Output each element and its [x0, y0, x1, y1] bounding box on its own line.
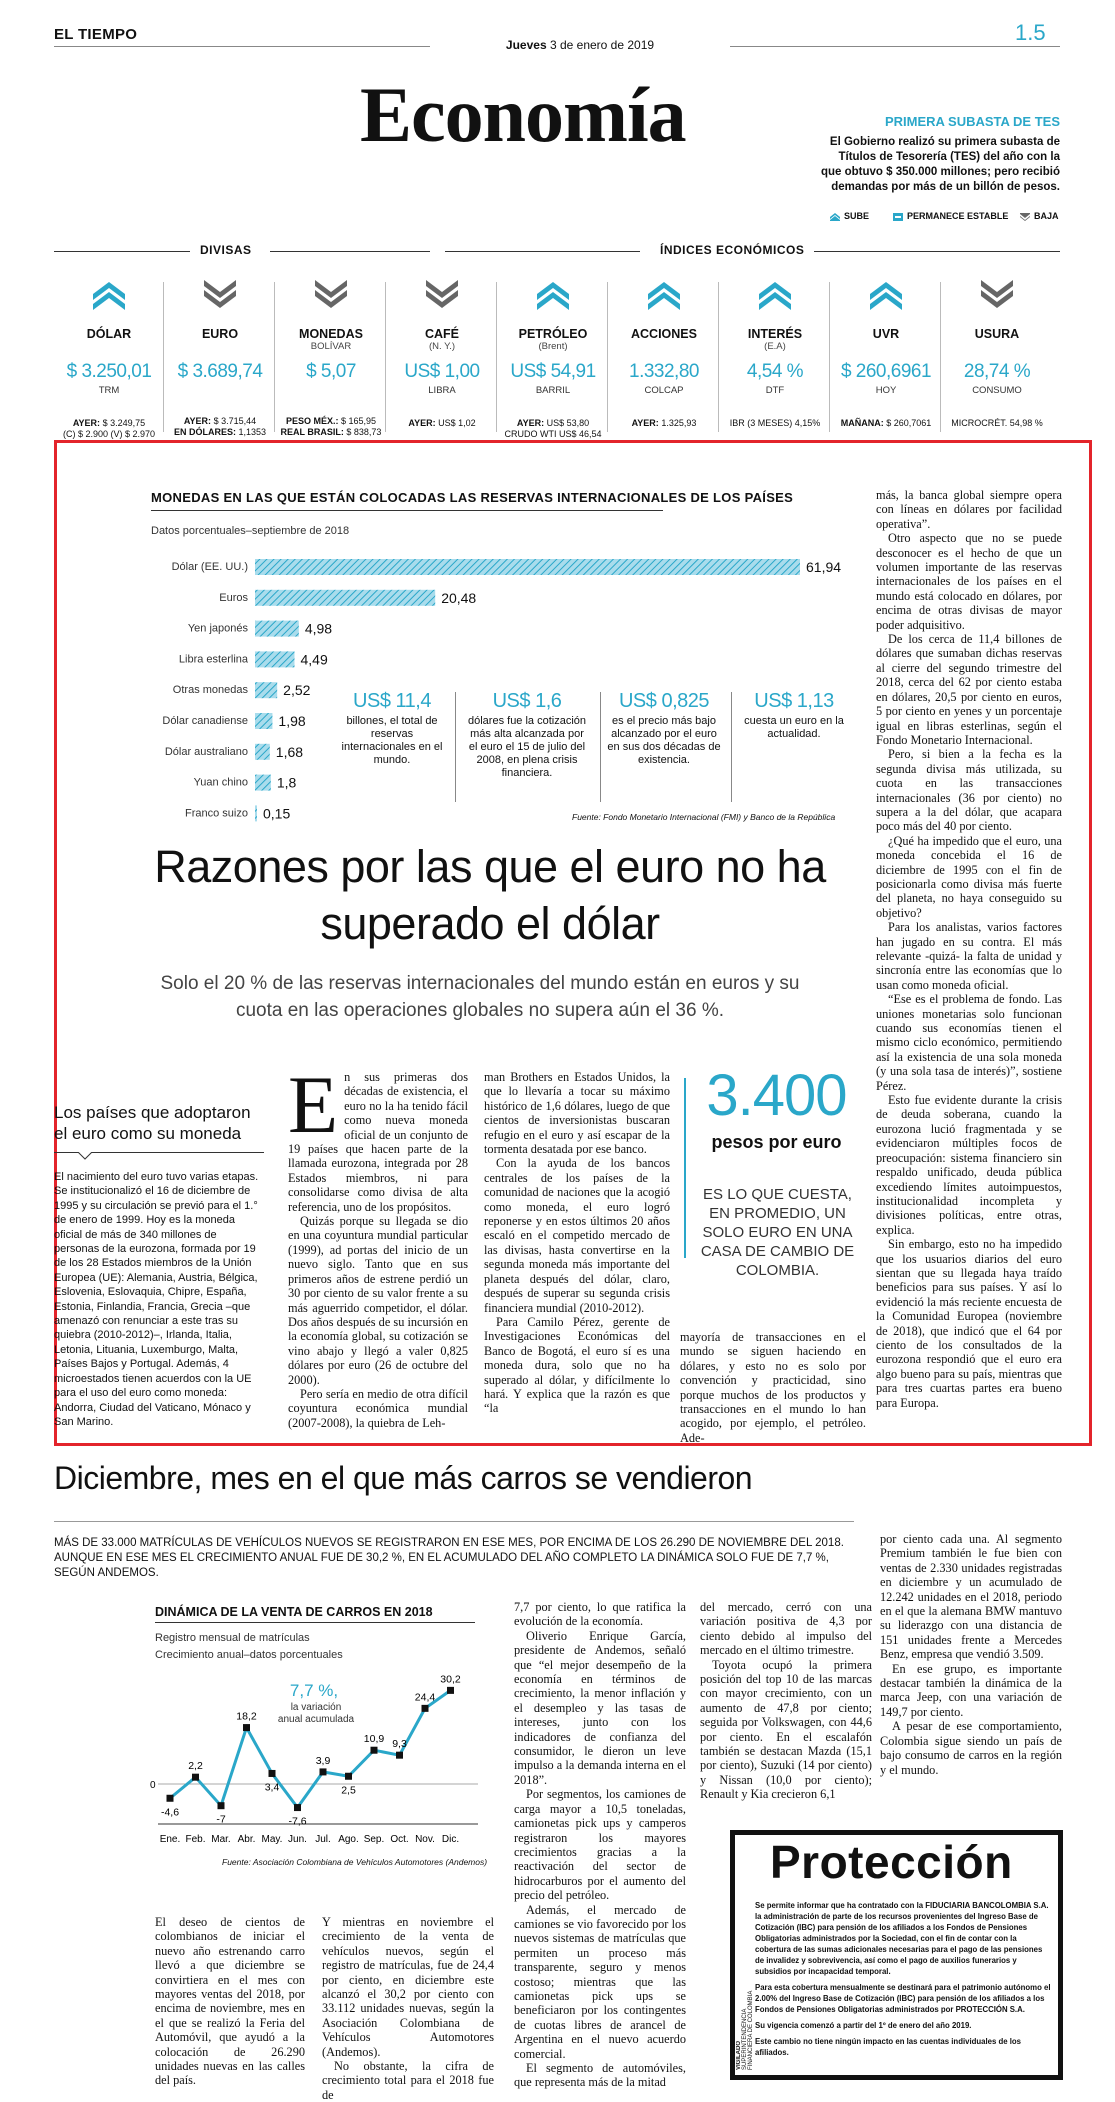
stat-description: billones, el total de reservas internacionales en el mundo.: [341, 715, 443, 766]
paragraph: por ciento cada una. Al segmento Premium también le fue bien con ventas de 2.330 unidades registradas en diciembre y un acumulado de 12.242 unidades en el 2018, periodo en el que la alemana BMW mantuvo su liderazgo con una distancia de 151 unidades frente a Mercedes Benz, empresa que vendió 3.509.: [880, 1532, 1062, 1662]
indicator-sub: BOLÍVAR: [310, 341, 352, 352]
stat-description: es el precio más bajo alcanzado por el euro en sus dos décadas de existencia.: [607, 715, 721, 766]
bar: [255, 713, 272, 729]
indicator-name: USURA: [974, 327, 1020, 341]
indicator-value: 1.332,80: [629, 361, 699, 382]
stat-description: cuesta un euro en la actualidad.: [744, 715, 844, 740]
paragraph: “Ese es el problema de fondo. Las uniones monetarias solo funcionan cuando sus economías tienen el mismo ciclo económico, permitiendo así la existencia de una sola moneda (y una sola tasa de interés)”, sostiene Pérez.: [876, 992, 1062, 1093]
paragraph: n sus primeras dos décadas de existencia, el euro no la ha tenido fácil como nueva moneda oficial de un conjunto de 19 países que hacen parte de la llamada eurozona, integrada por 28 Estados miembros, ni para consolidarse como divisa de alta referencia, uno de los propósitos.: [288, 1070, 468, 1214]
stat-value: US$ 1,6: [492, 690, 562, 712]
bar-category-label: Euros: [219, 591, 248, 604]
reserves-chart-rule: [151, 510, 663, 511]
data-label: 24,4: [414, 1691, 436, 1704]
section-title: Economía: [360, 71, 686, 158]
data-point: [345, 1773, 352, 1780]
legend-stable: PERMANECE ESTABLE: [893, 211, 1008, 221]
pullquote-value: 3.400: [706, 1063, 847, 1128]
cars-lead: MÁS DE 33.000 MATRÍCULAS DE VEHÍCULOS NUEVOS SE REGISTRARON EN ESE MES, POR ENCIMA DE LOS 26.290 DE NOVIEMBRE DEL 2018. AUNQUE EN ESE MES EL CRECIMIENTO ANUAL FUE DE 30,2 %, EN EL ACUMULADO DEL AÑO COMPLETO LA DINÁMICA SOLO FUE DE 7,7 %, SEGÚN ANDEMOS.: [54, 1537, 844, 1579]
stat-divider: [731, 692, 732, 802]
indicator-1: [165, 270, 275, 438]
indicator-previous: AYER: $ 3.715,44 EN DÓLARES: 1,1353: [173, 416, 267, 437]
paragraph: Para los analistas, varios factores han jugado en su contra. El más relevante -quizá- la falta de unidad y sincronía entre las economías que lo usan como moneda oficial.: [876, 920, 1062, 992]
indicator-previous: AYER: US$ 53,80 CRUDO WTI US$ 46,54: [504, 418, 602, 439]
indicator-previous: PESO MÉX.: $ 165,95 REAL BRASIL: $ 838,73: [280, 416, 382, 437]
indices-label: ÍNDICES ECONÓMICOS: [650, 243, 814, 257]
data-point: [218, 1802, 225, 1809]
data-point: [396, 1752, 403, 1759]
indicator-unit: HOY: [875, 385, 897, 396]
up-chevron-icon: [830, 213, 840, 221]
indices-rule-right: [810, 251, 1060, 252]
indicator-divider: [718, 282, 719, 432]
indicator-unit: COLCAP: [644, 385, 684, 396]
cars-rule: [54, 1521, 854, 1522]
indicator-previous: MAÑANA: $ 260,7061: [840, 418, 932, 428]
bar-category-label: Dólar canadiense: [162, 715, 248, 727]
indicator-value: $ 5,07: [306, 361, 356, 382]
ad-text: Se permite informar que ha contratado con la FIDUCIARIA BANCOLOMBIA S.A. la administración de parte de los recursos provenientes del Ingreso Base de Cotización (IBC) para pensión de los afiliados a los Fondos de Pensiones Obligatorias administrados por la Sociedad, con el fin de contar con la cobertura de las sumas adicionales necesarias para el pago de las pensiones de invalidez y sobrevivencia, así como el pago de auxilios funerarios y subsidios por incapacidad temporal. Para esta cobertura mensualmente se destinará para el patrimonio autónomo el 2.00% del Ingreso Base de Cotización (IBC) para pensión de los afiliados a los Fondos de Pensiones Obligatorias administrados por PROTECCIÓN S.A. Su vigencia comenzó a partir del 1º de enero del año 2019. Este cambio no tiene ningún impacto en las cuentas individuales de los afiliados.: [755, 1901, 1051, 2057]
article-deck: Solo el 20 % de las reservas internacionales del mundo están en euros y su cuota en las operaciones globales no supera aún el 36 %.: [160, 973, 800, 1021]
data-point: [422, 1705, 429, 1712]
indicator-previous: AYER: $ 3.249,75 (C) $ 2.900 (V) $ 2.970: [62, 418, 156, 439]
paragraph: Pero, si bien a la fecha es la segunda divisa más utilizada, su cuota en las transacciones internacionales (36 por ciento) no supera a la del dólar, que acapara poco más del 40 por ciento.: [876, 747, 1062, 834]
page-number: 1.5: [1015, 20, 1046, 45]
annotation-value: 7,7 %,: [289, 1681, 339, 1700]
data-label: 3,9: [315, 1754, 331, 1767]
bar-category-label: Dólar australiano: [164, 745, 248, 758]
indicator-unit: BARRIL: [535, 385, 571, 396]
data-label: 3,4: [264, 1781, 280, 1794]
data-point: [447, 1687, 454, 1694]
up-chevron-icon: [533, 280, 573, 310]
cars-column-1: [155, 1915, 305, 2088]
stat-value: US$ 1,13: [754, 690, 834, 712]
reserves-stat: [333, 690, 451, 767]
indicator-value: $ 3.689,74: [177, 361, 263, 382]
promo-headline: PRIMERA SUBASTA DE TES: [884, 114, 1060, 129]
reserves-stat: [468, 690, 586, 780]
stat-divider: [455, 692, 456, 802]
cars-headline: Diciembre, mes en el que más carros se vendieron: [54, 1460, 753, 1496]
indicator-value: 4,54 %: [746, 361, 804, 382]
down-chevron-icon: [1020, 213, 1030, 221]
cars-column-2: [322, 1915, 494, 2102]
paragraph: Además, el mercado de camiones se vio favorecido por los nuevos sistemas de matrículas que permiten un proceso más transparente, seguro y menos costoso; mientras que las camionetas pick ups se beneficiaron por los contingentes de cuotas libres de arancel de Argentina en el nuevo acuerdo comercial.: [514, 1902, 686, 2061]
indicator-sub: (N. Y.): [428, 341, 456, 352]
divisas-rule-right: [270, 251, 430, 252]
paragraph: 7,7 por ciento, lo que ratifica la evolución de la economía.: [514, 1600, 686, 1629]
indicator-divider: [496, 282, 497, 432]
bar-category-label: Dólar (EE. UU.): [171, 561, 248, 573]
paragraph: Con la ayuda de los bancos centrales de los países de la comunidad de naciones que la acogió como moneda, el euro logró reponerse y en estos últimos 20 años escaló en el competido mercado de las divisas, hasta convertirse en la segunda moneda más importante del planeta después del dólar, claro, después de superar su segunda crisis financiera mundial (2010-2012).: [484, 1156, 670, 1315]
indicator-value: 28,74 %: [963, 361, 1031, 382]
data-point: [294, 1804, 301, 1811]
bar-value-label: 4,98: [304, 620, 333, 637]
indicator-sub: [165, 341, 275, 353]
promo-text: El Gobierno realizó su primera subasta de Títulos de Tesorería (TES) del año con la que obtuvo $ 350.000 millones; pero recibió demandas por más de un billón de pesos.: [820, 136, 1060, 193]
article-column-2: [484, 1070, 670, 1416]
data-label: -7,6: [288, 1815, 307, 1828]
indicator-8: [942, 270, 1052, 438]
month-label: Oct.: [390, 1834, 409, 1845]
indicator-5: [609, 270, 719, 438]
indicator-4: [498, 270, 608, 438]
article-headline: Razones por las que el euro no ha superado el dólar: [154, 841, 826, 949]
article-column-3: [680, 1330, 866, 1445]
bar-category-label: Franco suizo: [185, 807, 248, 820]
reserves-chart-title: MONEDAS EN LAS QUE ESTÁN COLOCADAS LAS RESERVAS INTERNACIONALES DE LOS PAÍSES: [151, 490, 794, 505]
cars-chart-rule: [155, 1622, 475, 1623]
down-chevron-icon: [311, 280, 351, 310]
indicator-unit: CONSUMO: [972, 385, 1022, 396]
bar: [255, 775, 271, 791]
indicator-sub: [609, 341, 719, 353]
indicator-name: EURO: [201, 327, 239, 341]
bar-value-label: 61,94: [806, 559, 842, 575]
paragraph: Sin embargo, esto no ha impedido que los usuarios diarios del euro sientan que su llegada haya traído beneficios para sus países. Y así lo evidenció la más reciente encuesta de la Comunidad Europea (noviembre de 2018), que indicó que el 64 por ciento de los consultados de la eurozona respondió que el euro era algo bueno para su país, mientras que para tres cuartas partes era bueno para Europa.: [876, 1237, 1062, 1410]
indicator-unit: TRM: [98, 385, 120, 396]
indicator-previous: MICROCRÉT. 54,98 %: [951, 418, 1043, 428]
paragraph: Toyota ocupó la primera posición del top 10 de las marcas con mayor crecimiento, con un aumento de 47,8 por ciento; seguida por Volkswagen, con 44,6 por ciento. En el escalafón también se destacan Mazda (15,1 por ciento), Suzuki (14 por ciento) y Nissan (10,0 por ciento); Renault y Kia crecieron 6,1: [700, 1657, 872, 1802]
indicator-name: DÓLAR: [86, 327, 132, 341]
month-label: Dic.: [441, 1834, 460, 1845]
cars-column-3: [514, 1600, 686, 2090]
drop-cap: E: [288, 1059, 339, 1150]
month-label: Sep.: [363, 1834, 385, 1845]
indicator-divider: [163, 282, 164, 432]
month-label: Feb.: [185, 1834, 206, 1845]
article-column-1: [288, 1059, 468, 1430]
down-chevron-icon: [200, 280, 240, 310]
data-point: [269, 1770, 276, 1777]
paragraph: man Brothers en Estados Unidos, la que lo llevaría a tocar su máximo histórico de 1,6 dólares, luego de que cientos de inversionistas buscaran refugio en el euro y así escapar de la tormenta desatada por ese banco.: [484, 1070, 670, 1157]
bar: [255, 805, 257, 821]
sidebar-notch-icon: [78, 1152, 92, 1160]
paragraph: El segmento de automóviles, que representa más de la mitad: [514, 2061, 686, 2090]
bar-category-label: Libra esterlina: [178, 653, 248, 666]
paragraph: mayoría de transacciones en el mundo se siguen haciendo en dólares, y esto no es solo por convención y practicidad, sino porque muchos de los productos y transacciones en el mundo lo han acogido, por ejemplo, el petróleo. Ade-: [680, 1330, 866, 1445]
indicator-name: UVR: [872, 327, 900, 341]
bar-category-label: Yuan chino: [193, 776, 248, 789]
month-label: May.: [261, 1834, 283, 1845]
bar-value-label: 1,8: [276, 774, 297, 791]
stat-value: US$ 0,825: [618, 690, 709, 712]
indicator-sub: (Brent): [538, 341, 568, 352]
reserves-chart-subtitle: Datos porcentuales–septiembre de 2018: [151, 525, 350, 537]
sidebar-text: El nacimiento del euro tuvo varias etapas. Se institucionalizó el 16 de diciembre de 1995 y su circulación se previó para el 1.° de enero de 1999. Hoy es la moneda oficial de más de 340 millones de personas de la eurozona, formada por 19 de los 28 Estados miembros de la Unión Europea (UE): Alemania, Austria, Bélgica, Eslovenia, Eslovaquia, Chipre, España, Estonia, Finlandia, Francia, Grecia –que amenazó con renunciar a este tras su quiebra (2010-2012)–, Irlanda, Italia, Letonia, Lituania, Luxemburgo, Malta, Países Bajos y Portugal. Además, 4 microestados tienen acuerdos con la UE para el uso del euro como moneda: Andorra, Ciudad del Vaticano, Mónaco y San Marino.: [54, 1171, 259, 1428]
cars-chart-source: Fuente: Asociación Colombiana de Vehículos Automotores (Andemos): [222, 1857, 488, 1867]
pullquote-text: ES LO QUE CUESTA, EN PROMEDIO, UN SOLO EURO EN UNA CASA DE CAMBIO DE COLOMBIA.: [700, 1186, 855, 1279]
indicator-unit: LIBRA: [428, 385, 456, 396]
sidebar-title: Los países que adoptaron el euro como su moneda: [54, 1103, 251, 1143]
up-chevron-icon: [755, 280, 795, 310]
bar: [255, 559, 800, 575]
paragraph: más, la banca global siempre opera con líneas en dólares por facilidad operativa”.: [876, 488, 1062, 531]
indicator-value: $ 3.250,01: [66, 361, 152, 382]
ad-brand-logo: Protección: [770, 1836, 1013, 1888]
down-chevron-icon: [422, 280, 462, 310]
data-point: [243, 1724, 250, 1731]
data-point: [192, 1774, 199, 1781]
bar: [255, 590, 435, 606]
pullquote-bar: [684, 1078, 686, 1258]
up-chevron-icon: [866, 280, 906, 310]
stable-icon: [893, 213, 903, 221]
data-label: -4,6: [160, 1806, 180, 1819]
indicator-unit: DTF: [765, 385, 785, 396]
data-label: 18,2: [236, 1710, 257, 1723]
cars-line-chart: [148, 1662, 488, 1854]
article-column-4: [876, 488, 1062, 1410]
paragraph: Para Camilo Pérez, gerente de Investigaciones Económicas del Banco de Bogotá, el euro sí es una moneda dura, solo que no ha superado al dólar, y difícilmente lo hará. Y explica que la razón es que “la: [484, 1314, 670, 1416]
issue-date: Jueves 3 de enero de 2019: [430, 38, 730, 52]
annotation-text: la variación: [290, 1702, 342, 1713]
data-label: 30,2: [440, 1673, 461, 1686]
cars-column-4: [700, 1600, 872, 1802]
divisas-label: DIVISAS: [190, 243, 262, 257]
month-label: Ene.: [159, 1834, 181, 1845]
paragraph: De los cerca de 11,4 billones de dólares que sumaban dichas reservas al cierre del segundo trimestre del 2018, cerca del 62 por ciento estaba en dólares, 20,5 por ciento en euros, 5 por ciento en yenes y un porcentaje igual en libras esterlinas, según el Fondo Monetario Internacional.: [876, 632, 1062, 747]
paragraph: Oliverio Enrique García, presidente de Andemos, señaló que “el mejor desempeño de la economía en términos de crecimiento, la menor inflación y el desempleo y las tasas de intereses, junto con los indicadores de confianza del consumidor, le dieron un leve impulso a la demanda interna en el 2018”.: [514, 1628, 686, 1787]
stat-divider: [600, 692, 601, 802]
paragraph: Pero sería en medio de otra difícil coyuntura económica mundial (2007-2008), la quiebra de Leh-: [288, 1386, 468, 1430]
newspaper-brand: EL TIEMPO: [54, 26, 138, 43]
month-label: Ago.: [338, 1834, 359, 1845]
indicator-name: INTERÉS: [747, 327, 803, 341]
month-label: Jun.: [288, 1834, 307, 1845]
bar-category-label: Yen japonés: [187, 622, 248, 635]
indicator-previous: IBR (3 MESES) 4,15%: [729, 418, 821, 428]
bar: [255, 621, 299, 637]
month-label: Mar.: [211, 1834, 231, 1845]
month-label: Nov.: [415, 1834, 435, 1845]
indicator-7: [831, 270, 941, 438]
data-label: 9,3: [392, 1738, 407, 1751]
data-label: 10,9: [363, 1733, 385, 1746]
indicator-2: [276, 270, 386, 438]
indicator-sub: [54, 341, 164, 353]
indicator-0: [54, 270, 164, 438]
bar-value-label: 20,48: [441, 589, 477, 606]
bar-value-label: 4,49: [300, 651, 328, 668]
cars-chart-title: DINÁMICA DE LA VENTA DE CARROS EN 2018: [155, 1605, 433, 1619]
bar: [255, 651, 295, 667]
indicator-value: US$ 54,91: [510, 361, 596, 382]
bar: [255, 744, 270, 760]
paragraph: Esto fue evidente durante la crisis de deuda soberana, cuando la eurozona lució fragmentada y se evidenciaron múltiples focos de preocupación: sistema financiero sin respaldo unificado, deuda pública excediendo límites autoimpuestos, institucionalidad incompleta y divisiones políticas, entre otras, explica.: [876, 1093, 1062, 1237]
indicator-sub: (E.A): [764, 341, 786, 352]
month-label: Abr.: [237, 1834, 256, 1845]
indicator-sub: [831, 341, 941, 353]
bar-value-label: 1,68: [275, 743, 304, 760]
indicator-name: MONEDAS: [299, 327, 363, 341]
data-label: 2,5: [341, 1784, 356, 1797]
indicator-divider: [607, 282, 608, 432]
annotation-text: anual acumulada: [277, 1714, 355, 1725]
indicator-divider: [829, 282, 830, 432]
paragraph: No obstante, la cifra de crecimiento total para el 2018 fue de: [322, 2059, 494, 2102]
bar-value-label: 2,52: [283, 682, 311, 699]
bar: [255, 682, 277, 698]
down-chevron-icon: [977, 280, 1017, 310]
indicator-divider: [385, 282, 386, 432]
indicator-value: $ 260,6961: [840, 361, 932, 382]
indicator-sub: [942, 341, 1052, 353]
month-label: Jul.: [315, 1834, 331, 1845]
paragraph: A pesar de ese comportamiento, Colombia sigue siendo un país de bajo consumo de carros en la región y el mundo.: [880, 1719, 1062, 1777]
up-chevron-icon: [89, 280, 129, 310]
indicator-name: CAFÉ: [424, 327, 460, 341]
paragraph: Por segmentos, los camiones de carga mayor a 10,5 toneladas, camionetas pick ups y camperos registraron los mayores crecimientos gracias a la reactivación del sector de hidrocarburos por el aumento del precio del petróleo.: [514, 1787, 686, 1903]
indicator-name: ACCIONES: [631, 327, 697, 341]
indicator-name: PETRÓLEO: [518, 327, 588, 341]
reserves-chart-source: Fuente: Fondo Monetario Internacional (FMI) y Banco de la República: [572, 812, 836, 822]
cars-chart-subtitle: Registro mensual de matrículas Crecimiento anual–datos porcentuales: [155, 1632, 343, 1661]
stat-description: dólares fue la cotización más alta alcanzada por el euro el 15 de julio del 2008, en plena crisis financiera.: [468, 715, 587, 779]
data-point: [167, 1795, 174, 1802]
bar-value-label: 1,98: [278, 713, 306, 729]
reserves-stat: [735, 690, 853, 741]
bar-value-label: 0,15: [263, 805, 291, 822]
reserves-stat: [605, 690, 723, 767]
indicator-value: US$ 1,00: [404, 361, 480, 382]
pullquote-unit: pesos por euro: [711, 1132, 842, 1152]
paragraph: del mercado, cerró con una variación positiva de 4,3 por ciento debido al impulso del mercado en el último trimestre.: [700, 1600, 872, 1658]
stat-value: US$ 11,4: [353, 690, 431, 712]
ad-vigilado: VIGILADO SUPERINTENDENCIA FINANCIERA DE COLOMBIA: [736, 1990, 754, 2070]
indicator-divider: [940, 282, 941, 432]
paragraph: El deseo de cientos de colombianos de iniciar el nuevo año estrenando carro llevó a que diciembre se convirtiera en el mes con mayores ventas del 2018, por encima de noviembre, mes en el que se realizó la Feria del Automóvil, que ayudó a la colocación de 26.290 unidades nuevas en las calles del país.: [155, 1915, 305, 2088]
data-point: [320, 1768, 327, 1775]
paragraph: Quizás porque su llegada se dio en una coyuntura mundial particular (1999), ad portas del inicio de un nuevo siglo. Tanto que en sus primeros años de estrene perdió un 30 por ciento de su valor frente a su más aguerrido competidor, el dólar. Dos años después de su incursión en la economía global, su cotización se vino abajo y llegó a valer 0,825 dólares por euro (26 de octubre del 2000).: [288, 1214, 468, 1387]
data-label: -7: [216, 1813, 226, 1826]
paragraph: En ese grupo, es importante destacar también la dinámica de la marca Jeep, con una variación de 149,7 por ciento.: [880, 1661, 1062, 1719]
indices-rule-left: [445, 251, 640, 252]
data-point: [371, 1747, 378, 1754]
indicator-6: [720, 270, 830, 438]
indicator-divider: [274, 282, 275, 432]
paragraph: Y mientras en noviembre el crecimiento de la venta de vehículos nuevos, según el registro de matrículas, fue de 24,4 por ciento, en diciembre este alcanzó el 30,2 por ciento con 33.112 unidades nuevas, según la Asociación Colombiana de Vehículos Automotores (Andemos).: [322, 1915, 494, 2059]
indicator-previous: AYER: US$ 1,02: [408, 418, 476, 428]
up-chevron-icon: [644, 280, 684, 310]
indicator-previous: AYER: 1.325,93: [631, 418, 697, 428]
indicator-3: [387, 270, 497, 438]
legend-down: BAJA: [1020, 211, 1059, 221]
legend-up: SUBE: [830, 211, 869, 221]
bar-category-label: Otras monedas: [172, 684, 248, 697]
cars-column-5: [880, 1532, 1062, 1777]
paragraph: Otro aspecto que no se puede desconocer es el hecho de que un volumen importante de las reservas internacionales de los países en el mundo está colocado en dólares, por encima de otras divisas de mayor poder adquisitivo.: [876, 531, 1062, 632]
zero-label: 0: [150, 1780, 156, 1791]
data-label: 2,2: [188, 1760, 203, 1773]
divisas-rule-left: [54, 251, 194, 252]
paragraph: ¿Qué ha impedido que el euro, una moneda concebida el 16 de diciembre de 1995 con el fin de posicionarla como divisa más fuerte del planeta, no haya conseguido su objetivo?: [876, 833, 1062, 920]
